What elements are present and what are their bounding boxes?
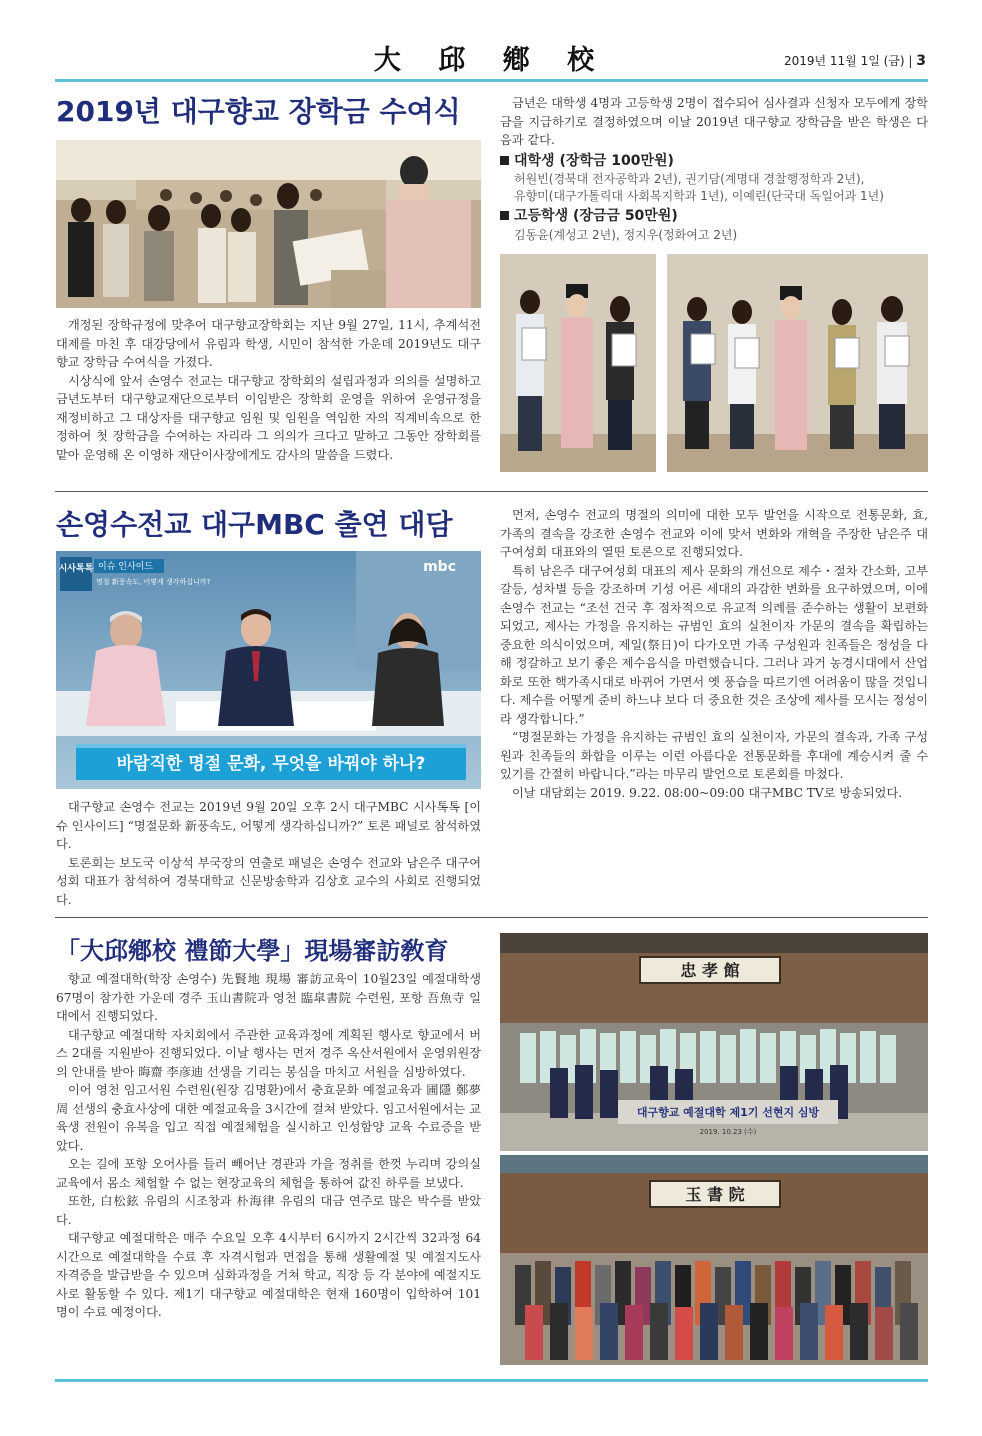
seowon-sign: 玉 書 院 xyxy=(685,1185,745,1204)
article2-headline: 손영수전교 대구MBC 출연 대담 xyxy=(56,508,453,541)
issue-date: 2019년 11월 1일 (금) xyxy=(783,54,905,68)
article3-body xyxy=(56,970,481,1322)
article3-paragraph: 이어 영천 임고서원 수련원(원장 김명환)에서 충효문화 예절교육과 圃隱 鄭夢周 선생의 충효사상에 대한 예절교육을 3시간에 걸쳐 받았다. 임고서원에서는 교육생 전원이 유복을 입고 직접 예절체험을 실시하고 인성함양 교육 수료증을 받았다. xyxy=(56,1083,481,1153)
article2-paragraph: 특히 남은주 대구여성회 대표의 제사 문화의 개선으로 제수・절차 간소화, 고부 갈등, 성차별 등을 강조하며 기성 어른 세대의 과감한 변화를 요구하였으며, 이에 손영수 전교는 “조선 건국 후 점차적으로 유교적 의례를 준수하는 생활이 보편화 되었고, 제사는 가정을 유지하는 규범인 효의 실천이자 가문의 결속을 확립하는 중요한 의식이었으며, 제일(祭日)이 다가오면 가족 구성원과 친족들은 정성을 다해 정갈하고 보기 좋은 제수음식을 마련했습니다. 그러나 과거 농경시대에서 산업화로 또한 핵가족시대로 바뀌어 가면서 옛 풍습을 따르기엔 어려움이 많을 것입니다. 제수를 어떻게 준비 하느냐 보다 더 중요한 것은 조상에 제사를 모시는 정성이라 생각합니다.” xyxy=(500,563,928,726)
article3-headline: 「大邱鄕校 禮節大學」現場審訪敎育 xyxy=(56,937,449,965)
divider-2 xyxy=(55,917,928,918)
page-number: 3 xyxy=(916,53,926,69)
tv-caption: 바람직한 명절 문화, 무엇을 바꿔야 하나? xyxy=(116,754,426,774)
tv-segment-title: 이슈 인사이드 xyxy=(98,562,154,572)
article1-paragraph: 개정된 장학규정에 맞추어 대구향교장학회는 지난 9월 27일, 11시, 추계석전대제를 마친 후 대강당에서 유림과 학생, 시민이 참석한 가운데 2019년도 대구향교 장학금 수여식을 가졌다. xyxy=(56,318,481,369)
group-names-highschool: 김동윤(계성고 2년), 정지우(정화여고 2년) xyxy=(514,227,738,242)
article1-photo-ceremony xyxy=(56,140,481,308)
article3-photo-group-hall xyxy=(500,933,928,1151)
article2-photo-tv-studio xyxy=(56,551,481,789)
article2-paragraph: 대구향교 손영수 전교는 2019년 9월 20일 오후 2시 대구MBC 시사톡톡 [이슈 인사이드] “명절문화 新풍속도, 어떻게 생각하십니까?” 토론 패널로 참석하였다. xyxy=(56,800,481,851)
article3-paragraph: 대구향교 예절대학 자치회에서 주관한 교육과정에 계획된 행사로 향교에서 버스 2대를 지원받아 진행되었다. 이날 행사는 먼저 경주 옥산서원에서 운영위원장의 안내를 받아 晦齋 李彦迪 선생을 기리는 봉심을 마치고 서원을 심방하였다. xyxy=(56,1027,481,1079)
group-title-university: 대학생 (장학금 100만원) xyxy=(500,152,928,171)
article1-paragraph: 금년은 대학생 4명과 고등학생 2명이 접수되어 심사결과 신청자 모두에게 장학금을 지급하기로 결정하였으며 이날 2019년 대구향교 장학금을 받은 학생은 다음과 같다. xyxy=(500,96,928,147)
bottom-rule xyxy=(55,1379,928,1382)
article3-photo-group-seowon xyxy=(500,1155,928,1365)
article2-paragraph: 먼저, 손영수 전교의 명절의 의미에 대한 모두 발언을 시작으로 전통문화, 효, 가족의 결속을 강조한 손영수 전교와 이에 맞서 변화와 개혁을 주장한 남은주 대구여성회 대표와의 열띤 토론으로 진행되었다. xyxy=(500,508,928,559)
article2-paragraph: “명절문화는 가정을 유지하는 규범인 효의 실천이자, 가문의 결속과, 가족 구성원과 친족들의 화합을 이루는 이런 아름다운 전통문화를 후대에 계승시켜 줄 수 있기를 간절히 바랍니다.”라는 마무리 발언으로 토론회를 마쳤다. xyxy=(500,730,928,781)
article2-body-right xyxy=(500,506,928,802)
tv-segment-sub: 명절 新풍속도, 어떻게 생각하십니까? xyxy=(96,578,211,586)
article1-headline: 2019년 대구향교 장학금 수여식 xyxy=(56,95,461,128)
group-title-highschool: 고등학생 (장금금 50만원) xyxy=(500,207,928,226)
dateline: 2019년 11월 1일 (금) | 3 xyxy=(783,53,926,69)
article2-body-left xyxy=(56,798,481,909)
article3-paragraph: 대구향교 예절대학은 매주 수요일 오후 4시부터 6시까지 2시간씩 32과정 64시간으로 예절대학을 수료 후 자격시험과 면접을 통해 생활예절 및 예절지도사 자격증을 발급받을 수 있으며 심화과정을 거쳐 학교, 직장 등 각 분야에 예절지도사로 활동할 수 있다. 제1기 대구향교 예절대학은 현재 160명이 입학하여 101명이 수료 예정이다. xyxy=(56,1231,481,1319)
article3-paragraph: 또한, 白松鉉 유림의 시조창과 朴海律 유림의 대금 연주로 많은 박수를 받았다. xyxy=(56,1194,481,1227)
group-banner: 대구향교 예절대학 제1기 선현지 심방 xyxy=(636,1106,820,1119)
article1-paragraph: 시상식에 앞서 손영수 전교는 대구향교 장학회의 설립과정과 의의를 설명하고 금년도부터 대구향교재단으로부터 이임받은 장학회 운영을 위하여 운영규정을 재정비하고 그 대상자를 대구향교 임원 및 임원을 역임한 자의 직계비속으로 한정하여 첫 장학금을 수여하는 자리라 그 의의가 크다고 말하고 그동안 장학회를 맡아 운영해 온 이영하 재단이사장에게도 감사의 말씀을 드렸다. xyxy=(56,373,481,462)
article1-body-right xyxy=(500,94,928,244)
article2-paragraph: 토론회는 보도국 이상석 부국장의 연출로 패널은 손영수 전교와 남은주 대구여성회 대표가 참석하여 경북대학교 신문방송학과 김상호 교수의 사회로 진행되었다. xyxy=(56,855,481,907)
tv-channel-logo: mbc xyxy=(423,559,456,575)
article1-photo-university xyxy=(667,254,928,472)
article2-paragraph: 이날 대담회는 2019. 9.22. 08:00~09:00 대구MBC TV로 방송되었다. xyxy=(512,785,903,800)
group-names-university: 허원빈(경북대 전자공학과 2년), 권기담(계명대 경찰행정학과 2년), 유향미(대구가톨릭대 사회복지학과 1년), 이예린(단국대 독일어과 1년) xyxy=(514,172,884,203)
article3-paragraph: 향교 예절대학(학장 손영수) 先賢地 現場 審訪교육이 10월23일 예절대학생 67명이 참가한 가운데 경주 玉山書院과 영천 臨皐書院 수련원, 포항 吾魚寺 일대에서 진행되었다. xyxy=(56,972,481,1023)
article1-body-left xyxy=(56,316,481,464)
divider-1 xyxy=(55,491,928,492)
article3-paragraph: 오는 길에 포항 오어사를 들러 빼어난 경관과 가을 정취를 한껏 누리며 강의실 교육에서 몸소 체험할 수 없는 현장교육의 체험을 통하여 값진 하루를 보냈다. xyxy=(56,1157,481,1190)
tv-corner-label: 시사톡톡 xyxy=(58,564,94,574)
article1-photo-highschool xyxy=(500,254,656,472)
masthead-title: 大 邱 鄕 校 xyxy=(373,45,609,76)
top-rule xyxy=(55,79,928,82)
group-banner-date: 2019. 10.23 (수) xyxy=(699,1128,757,1136)
hall-sign: 忠 孝 館 xyxy=(680,961,740,980)
